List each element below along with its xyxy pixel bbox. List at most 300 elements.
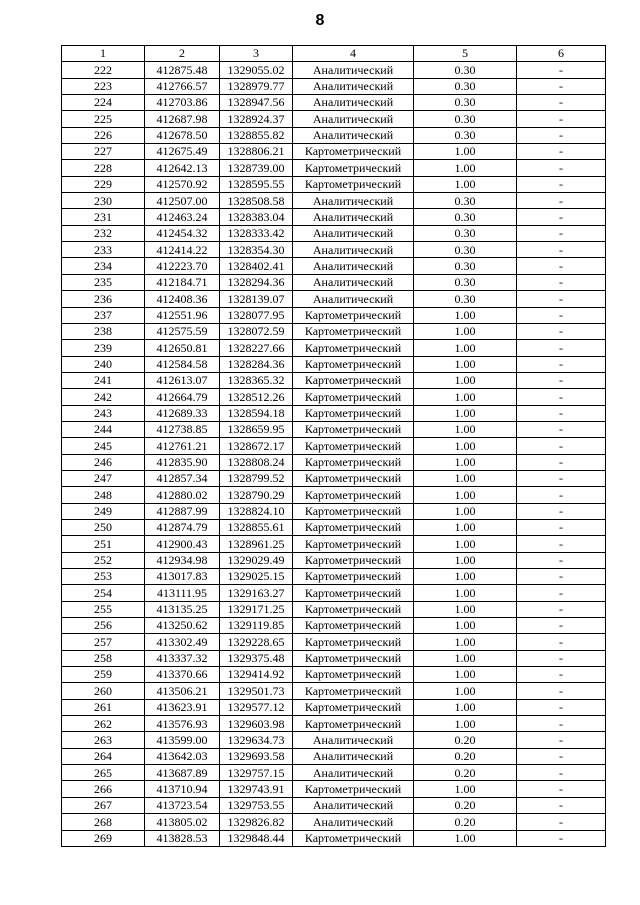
point-number-cell: 268 (62, 814, 145, 830)
note-cell: - (517, 830, 606, 846)
y-coordinate-cell: 1329163.27 (220, 585, 293, 601)
method-cell: Аналитический (293, 814, 414, 830)
note-cell: - (517, 470, 606, 486)
accuracy-cell: 0.20 (414, 797, 517, 813)
method-cell: Аналитический (293, 209, 414, 225)
point-number-cell: 248 (62, 487, 145, 503)
point-number-cell: 225 (62, 111, 145, 127)
method-cell: Картометрический (293, 618, 414, 634)
point-number-cell: 247 (62, 470, 145, 486)
x-coordinate-cell: 412687.98 (145, 111, 220, 127)
accuracy-cell: 1.00 (414, 487, 517, 503)
table-header-row (62, 46, 606, 62)
accuracy-cell: 0.30 (414, 242, 517, 258)
method-cell: Картометрический (293, 634, 414, 650)
note-cell: - (517, 667, 606, 683)
method-cell: Аналитический (293, 95, 414, 111)
accuracy-cell: 1.00 (414, 454, 517, 470)
note-cell: - (517, 699, 606, 715)
note-cell: - (517, 127, 606, 143)
table-row (62, 274, 606, 290)
x-coordinate-cell: 412761.21 (145, 438, 220, 454)
y-coordinate-cell: 1328383.04 (220, 209, 293, 225)
table-row (62, 258, 606, 274)
method-cell: Аналитический (293, 62, 414, 78)
method-cell: Аналитический (293, 225, 414, 241)
note-cell: - (517, 372, 606, 388)
accuracy-cell: 1.00 (414, 438, 517, 454)
note-cell: - (517, 585, 606, 601)
table-row (62, 209, 606, 225)
y-coordinate-cell: 1329757.15 (220, 765, 293, 781)
method-cell: Картометрический (293, 405, 414, 421)
note-cell: - (517, 307, 606, 323)
method-cell: Картометрический (293, 667, 414, 683)
x-coordinate-cell: 413135.25 (145, 601, 220, 617)
y-coordinate-cell: 1328855.82 (220, 127, 293, 143)
accuracy-cell: 1.00 (414, 503, 517, 519)
y-coordinate-cell: 1328790.29 (220, 487, 293, 503)
y-coordinate-cell: 1328354.30 (220, 242, 293, 258)
x-coordinate-cell: 412613.07 (145, 372, 220, 388)
table-row (62, 78, 606, 94)
method-cell: Картометрический (293, 307, 414, 323)
note-cell: - (517, 519, 606, 535)
y-coordinate-cell: 1328077.95 (220, 307, 293, 323)
accuracy-cell: 0.30 (414, 209, 517, 225)
accuracy-cell: 1.00 (414, 650, 517, 666)
x-coordinate-cell: 413302.49 (145, 634, 220, 650)
table-row (62, 160, 606, 176)
table-row (62, 814, 606, 830)
table-row (62, 601, 606, 617)
x-coordinate-cell: 412184.71 (145, 274, 220, 290)
column-header: 4 (293, 46, 414, 62)
y-coordinate-cell: 1328672.17 (220, 438, 293, 454)
note-cell: - (517, 176, 606, 192)
y-coordinate-cell: 1329228.65 (220, 634, 293, 650)
table-row (62, 797, 606, 813)
accuracy-cell: 1.00 (414, 340, 517, 356)
method-cell: Картометрический (293, 830, 414, 846)
method-cell: Картометрический (293, 438, 414, 454)
y-coordinate-cell: 1329119.85 (220, 618, 293, 634)
y-coordinate-cell: 1329375.48 (220, 650, 293, 666)
method-cell: Картометрический (293, 487, 414, 503)
table-row (62, 372, 606, 388)
table-row (62, 176, 606, 192)
x-coordinate-cell: 413337.32 (145, 650, 220, 666)
note-cell: - (517, 765, 606, 781)
x-coordinate-cell: 412678.50 (145, 127, 220, 143)
method-cell: Аналитический (293, 274, 414, 290)
column-header: 3 (220, 46, 293, 62)
method-cell: Картометрический (293, 421, 414, 437)
accuracy-cell: 0.20 (414, 765, 517, 781)
y-coordinate-cell: 1328947.56 (220, 95, 293, 111)
note-cell: - (517, 814, 606, 830)
y-coordinate-cell: 1328227.66 (220, 340, 293, 356)
x-coordinate-cell: 412507.00 (145, 193, 220, 209)
note-cell: - (517, 748, 606, 764)
point-number-cell: 246 (62, 454, 145, 470)
x-coordinate-cell: 412650.81 (145, 340, 220, 356)
point-number-cell: 238 (62, 323, 145, 339)
table-row (62, 830, 606, 846)
x-coordinate-cell: 412835.90 (145, 454, 220, 470)
y-coordinate-cell: 1328284.36 (220, 356, 293, 372)
x-coordinate-cell: 413599.00 (145, 732, 220, 748)
point-number-cell: 250 (62, 519, 145, 535)
x-coordinate-cell: 412408.36 (145, 291, 220, 307)
x-coordinate-cell: 412738.85 (145, 421, 220, 437)
accuracy-cell: 1.00 (414, 323, 517, 339)
table-row (62, 95, 606, 111)
x-coordinate-cell: 413370.66 (145, 667, 220, 683)
x-coordinate-cell: 413642.03 (145, 748, 220, 764)
x-coordinate-cell: 413687.89 (145, 765, 220, 781)
y-coordinate-cell: 1328333.42 (220, 225, 293, 241)
accuracy-cell: 1.00 (414, 356, 517, 372)
x-coordinate-cell: 412766.57 (145, 78, 220, 94)
method-cell: Аналитический (293, 765, 414, 781)
x-coordinate-cell: 413576.93 (145, 716, 220, 732)
table-row (62, 650, 606, 666)
point-number-cell: 227 (62, 144, 145, 160)
accuracy-cell: 0.30 (414, 111, 517, 127)
table-row (62, 585, 606, 601)
method-cell: Аналитический (293, 78, 414, 94)
point-number-cell: 269 (62, 830, 145, 846)
method-cell: Аналитический (293, 732, 414, 748)
x-coordinate-cell: 413506.21 (145, 683, 220, 699)
y-coordinate-cell: 1328739.00 (220, 160, 293, 176)
note-cell: - (517, 274, 606, 290)
accuracy-cell: 1.00 (414, 405, 517, 421)
note-cell: - (517, 454, 606, 470)
accuracy-cell: 1.00 (414, 830, 517, 846)
x-coordinate-cell: 413723.54 (145, 797, 220, 813)
point-number-cell: 262 (62, 716, 145, 732)
method-cell: Картометрический (293, 552, 414, 568)
table-row (62, 765, 606, 781)
x-coordinate-cell: 413710.94 (145, 781, 220, 797)
x-coordinate-cell: 412887.99 (145, 503, 220, 519)
table-row (62, 487, 606, 503)
point-number-cell: 252 (62, 552, 145, 568)
point-number-cell: 241 (62, 372, 145, 388)
table-row (62, 340, 606, 356)
table-row (62, 634, 606, 650)
table-row (62, 242, 606, 258)
point-number-cell: 267 (62, 797, 145, 813)
note-cell: - (517, 732, 606, 748)
note-cell: - (517, 62, 606, 78)
method-cell: Аналитический (293, 258, 414, 274)
method-cell: Картометрический (293, 650, 414, 666)
y-coordinate-cell: 1329693.58 (220, 748, 293, 764)
table-row (62, 421, 606, 437)
table-row (62, 389, 606, 405)
accuracy-cell: 1.00 (414, 552, 517, 568)
method-cell: Картометрический (293, 585, 414, 601)
method-cell: Картометрический (293, 781, 414, 797)
x-coordinate-cell: 412584.58 (145, 356, 220, 372)
table-row (62, 781, 606, 797)
y-coordinate-cell: 1328659.95 (220, 421, 293, 437)
note-cell: - (517, 781, 606, 797)
accuracy-cell: 1.00 (414, 667, 517, 683)
note-cell: - (517, 569, 606, 585)
table-row (62, 470, 606, 486)
y-coordinate-cell: 1329501.73 (220, 683, 293, 699)
table-body (62, 62, 606, 847)
note-cell: - (517, 716, 606, 732)
accuracy-cell: 1.00 (414, 372, 517, 388)
accuracy-cell: 0.30 (414, 258, 517, 274)
method-cell: Картометрический (293, 536, 414, 552)
table-row (62, 438, 606, 454)
point-number-cell: 226 (62, 127, 145, 143)
point-number-cell: 257 (62, 634, 145, 650)
accuracy-cell: 0.20 (414, 748, 517, 764)
note-cell: - (517, 258, 606, 274)
method-cell: Картометрический (293, 454, 414, 470)
point-number-cell: 265 (62, 765, 145, 781)
table-row (62, 454, 606, 470)
point-number-cell: 239 (62, 340, 145, 356)
method-cell: Картометрический (293, 356, 414, 372)
point-number-cell: 244 (62, 421, 145, 437)
y-coordinate-cell: 1328979.77 (220, 78, 293, 94)
x-coordinate-cell: 412463.24 (145, 209, 220, 225)
point-number-cell: 222 (62, 62, 145, 78)
note-cell: - (517, 160, 606, 176)
y-coordinate-cell: 1328072.59 (220, 323, 293, 339)
point-number-cell: 255 (62, 601, 145, 617)
y-coordinate-cell: 1329634.73 (220, 732, 293, 748)
y-coordinate-cell: 1329603.98 (220, 716, 293, 732)
note-cell: - (517, 356, 606, 372)
accuracy-cell: 1.00 (414, 536, 517, 552)
table-row (62, 291, 606, 307)
page-number: 8 (315, 12, 325, 29)
y-coordinate-cell: 1328961.25 (220, 536, 293, 552)
note-cell: - (517, 389, 606, 405)
point-number-cell: 260 (62, 683, 145, 699)
y-coordinate-cell: 1329743.91 (220, 781, 293, 797)
accuracy-cell: 0.30 (414, 225, 517, 241)
note-cell: - (517, 193, 606, 209)
accuracy-cell: 1.00 (414, 569, 517, 585)
table-row (62, 111, 606, 127)
table-row (62, 569, 606, 585)
y-coordinate-cell: 1328799.52 (220, 470, 293, 486)
point-number-cell: 232 (62, 225, 145, 241)
table-row (62, 536, 606, 552)
note-cell: - (517, 634, 606, 650)
y-coordinate-cell: 1329025.15 (220, 569, 293, 585)
method-cell: Аналитический (293, 797, 414, 813)
accuracy-cell: 1.00 (414, 176, 517, 192)
y-coordinate-cell: 1328594.18 (220, 405, 293, 421)
point-number-cell: 229 (62, 176, 145, 192)
note-cell: - (517, 421, 606, 437)
method-cell: Аналитический (293, 291, 414, 307)
accuracy-cell: 1.00 (414, 781, 517, 797)
note-cell: - (517, 503, 606, 519)
method-cell: Картометрический (293, 683, 414, 699)
accuracy-cell: 1.00 (414, 519, 517, 535)
x-coordinate-cell: 412223.70 (145, 258, 220, 274)
accuracy-cell: 0.30 (414, 78, 517, 94)
point-number-cell: 264 (62, 748, 145, 764)
method-cell: Картометрический (293, 519, 414, 535)
x-coordinate-cell: 413805.02 (145, 814, 220, 830)
point-number-cell: 259 (62, 667, 145, 683)
x-coordinate-cell: 413111.95 (145, 585, 220, 601)
accuracy-cell: 1.00 (414, 699, 517, 715)
note-cell: - (517, 78, 606, 94)
note-cell: - (517, 536, 606, 552)
note-cell: - (517, 601, 606, 617)
point-number-cell: 235 (62, 274, 145, 290)
point-number-cell: 228 (62, 160, 145, 176)
table-row (62, 552, 606, 568)
point-number-cell: 242 (62, 389, 145, 405)
method-cell: Картометрический (293, 160, 414, 176)
point-number-cell: 261 (62, 699, 145, 715)
column-header: 6 (517, 46, 606, 62)
point-number-cell: 253 (62, 569, 145, 585)
x-coordinate-cell: 412642.13 (145, 160, 220, 176)
y-coordinate-cell: 1329171.25 (220, 601, 293, 617)
x-coordinate-cell: 412900.43 (145, 536, 220, 552)
column-header: 1 (62, 46, 145, 62)
column-header: 5 (414, 46, 517, 62)
point-number-cell: 231 (62, 209, 145, 225)
y-coordinate-cell: 1328402.41 (220, 258, 293, 274)
method-cell: Картометрический (293, 340, 414, 356)
table-row (62, 519, 606, 535)
accuracy-cell: 1.00 (414, 585, 517, 601)
y-coordinate-cell: 1328595.55 (220, 176, 293, 192)
x-coordinate-cell: 412454.32 (145, 225, 220, 241)
method-cell: Аналитический (293, 748, 414, 764)
x-coordinate-cell: 412875.48 (145, 62, 220, 78)
point-number-cell: 243 (62, 405, 145, 421)
table-row (62, 193, 606, 209)
method-cell: Картометрический (293, 569, 414, 585)
note-cell: - (517, 291, 606, 307)
table-row (62, 732, 606, 748)
method-cell: Картометрический (293, 503, 414, 519)
point-number-cell: 236 (62, 291, 145, 307)
table-row (62, 618, 606, 634)
point-number-cell: 245 (62, 438, 145, 454)
accuracy-cell: 1.00 (414, 601, 517, 617)
point-number-cell: 234 (62, 258, 145, 274)
note-cell: - (517, 340, 606, 356)
x-coordinate-cell: 413017.83 (145, 569, 220, 585)
x-coordinate-cell: 412575.59 (145, 323, 220, 339)
method-cell: Картометрический (293, 323, 414, 339)
accuracy-cell: 1.00 (414, 421, 517, 437)
y-coordinate-cell: 1328824.10 (220, 503, 293, 519)
accuracy-cell: 1.00 (414, 307, 517, 323)
table-row (62, 748, 606, 764)
y-coordinate-cell: 1328294.36 (220, 274, 293, 290)
y-coordinate-cell: 1328806.21 (220, 144, 293, 160)
point-number-cell: 266 (62, 781, 145, 797)
y-coordinate-cell: 1328508.58 (220, 193, 293, 209)
accuracy-cell: 0.20 (414, 732, 517, 748)
y-coordinate-cell: 1329055.02 (220, 62, 293, 78)
point-number-cell: 251 (62, 536, 145, 552)
table-row (62, 405, 606, 421)
table-row (62, 127, 606, 143)
table-row (62, 62, 606, 78)
note-cell: - (517, 552, 606, 568)
note-cell: - (517, 618, 606, 634)
y-coordinate-cell: 1329826.82 (220, 814, 293, 830)
accuracy-cell: 0.30 (414, 127, 517, 143)
note-cell: - (517, 797, 606, 813)
accuracy-cell: 1.00 (414, 470, 517, 486)
accuracy-cell: 0.30 (414, 62, 517, 78)
point-number-cell: 224 (62, 95, 145, 111)
x-coordinate-cell: 412874.79 (145, 519, 220, 535)
point-number-cell: 233 (62, 242, 145, 258)
accuracy-cell: 0.30 (414, 193, 517, 209)
x-coordinate-cell: 412703.86 (145, 95, 220, 111)
point-number-cell: 249 (62, 503, 145, 519)
method-cell: Аналитический (293, 127, 414, 143)
x-coordinate-cell: 413623.91 (145, 699, 220, 715)
note-cell: - (517, 650, 606, 666)
x-coordinate-cell: 412664.79 (145, 389, 220, 405)
table-row (62, 699, 606, 715)
accuracy-cell: 1.00 (414, 716, 517, 732)
accuracy-cell: 0.30 (414, 274, 517, 290)
accuracy-cell: 1.00 (414, 618, 517, 634)
method-cell: Аналитический (293, 193, 414, 209)
y-coordinate-cell: 1328139.07 (220, 291, 293, 307)
y-coordinate-cell: 1329029.49 (220, 552, 293, 568)
note-cell: - (517, 95, 606, 111)
point-number-cell: 263 (62, 732, 145, 748)
accuracy-cell: 1.00 (414, 160, 517, 176)
point-number-cell: 258 (62, 650, 145, 666)
y-coordinate-cell: 1328808.24 (220, 454, 293, 470)
note-cell: - (517, 683, 606, 699)
note-cell: - (517, 111, 606, 127)
method-cell: Картометрический (293, 716, 414, 732)
x-coordinate-cell: 413828.53 (145, 830, 220, 846)
table-row (62, 225, 606, 241)
coordinates-table (61, 45, 606, 847)
x-coordinate-cell: 412880.02 (145, 487, 220, 503)
x-coordinate-cell: 412570.92 (145, 176, 220, 192)
x-coordinate-cell: 412689.33 (145, 405, 220, 421)
table-row (62, 144, 606, 160)
note-cell: - (517, 438, 606, 454)
note-cell: - (517, 323, 606, 339)
x-coordinate-cell: 412934.98 (145, 552, 220, 568)
method-cell: Картометрический (293, 144, 414, 160)
note-cell: - (517, 405, 606, 421)
method-cell: Аналитический (293, 111, 414, 127)
